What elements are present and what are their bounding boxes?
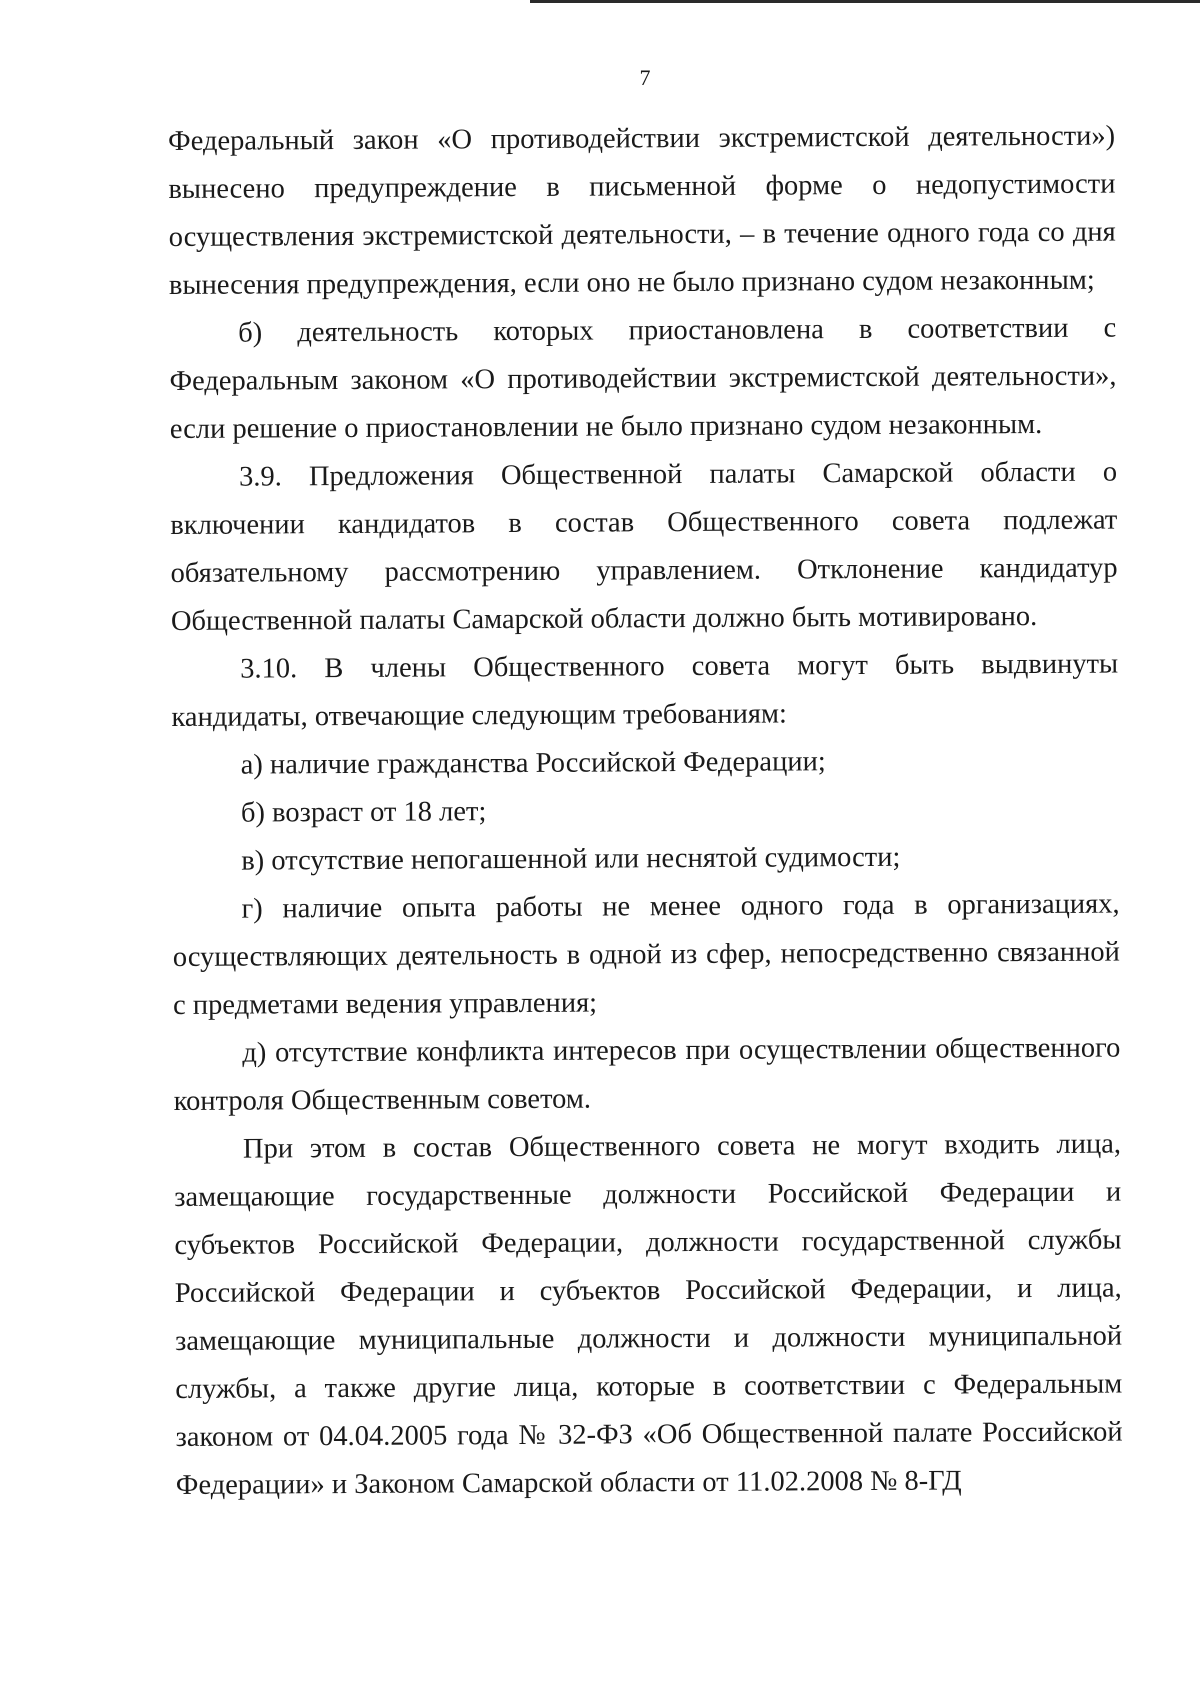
document-body: [168, 113, 1123, 1510]
page-number: 7: [639, 65, 651, 90]
list-item-b-age: б) возраст от 18 лет;: [240, 796, 487, 829]
paragraph-3-9: 3.9. Предложения Общественной палаты Самарской области о включении кандидатов в состав Общественного совета подлежат обязательному рассмотрению управлением. Отклонение кандидатур Общественной палаты Самарской области должно быть мотивировано.: [170, 456, 1118, 637]
list-item-a-citizenship: а) наличие гражданства Российской Федерации;: [240, 746, 826, 781]
paragraph-item-b-suspended: б) деятельность которых приостановлена в соответствии с Федеральным законом «О противодействии экстремистской деятельности», если решение о приостановлении не было признано судом незаконным.: [169, 312, 1117, 445]
list-item-v-conviction: в) отсутствие непогашенной или неснятой судимости;: [241, 841, 901, 877]
scan-top-edge: [530, 0, 1200, 3]
list-item-d-conflict: д) отсутствие конфликта интересов при осуществлении общественного контроля Общественным советом.: [173, 1032, 1121, 1117]
paragraph-extremism-warning: Федеральный закон «О противодействии экстремистской деятельности») вынесено предупреждение в письменной форме о недопустимости осуществления экстремистской деятельности, – в течение одного года со дня вынесения предупреждения, если оно не было признано судом незаконным;: [168, 120, 1116, 301]
paragraph-3-10: 3.10. В члены Общественного совета могут быть выдвинуты кандидаты, отвечающие следующим требованиям:: [171, 648, 1119, 733]
paragraph-restrictions: При этом в состав Общественного совета не могут входить лица, замещающие государственные должности Российской Федерации и субъектов Российской Федерации, должности государственной службы Российской Федерации и субъектов Российской Федерации, и лица, замещающие муниципальные должности и должности муниципальной службы, а также другие лица, которые в соответствии с Федеральным законом от 04.04.2005 года № 32-ФЗ «Об Общественной палате Российской Федерации» и Законом Самарской области от 11.02.2008 № 8-ГД: [174, 1128, 1123, 1501]
list-item-g-experience: г) наличие опыта работы не менее одного года в организациях, осуществляющих деятельность в одной из сфер, непосредственно связанной с предметами ведения управления;: [172, 888, 1120, 1021]
